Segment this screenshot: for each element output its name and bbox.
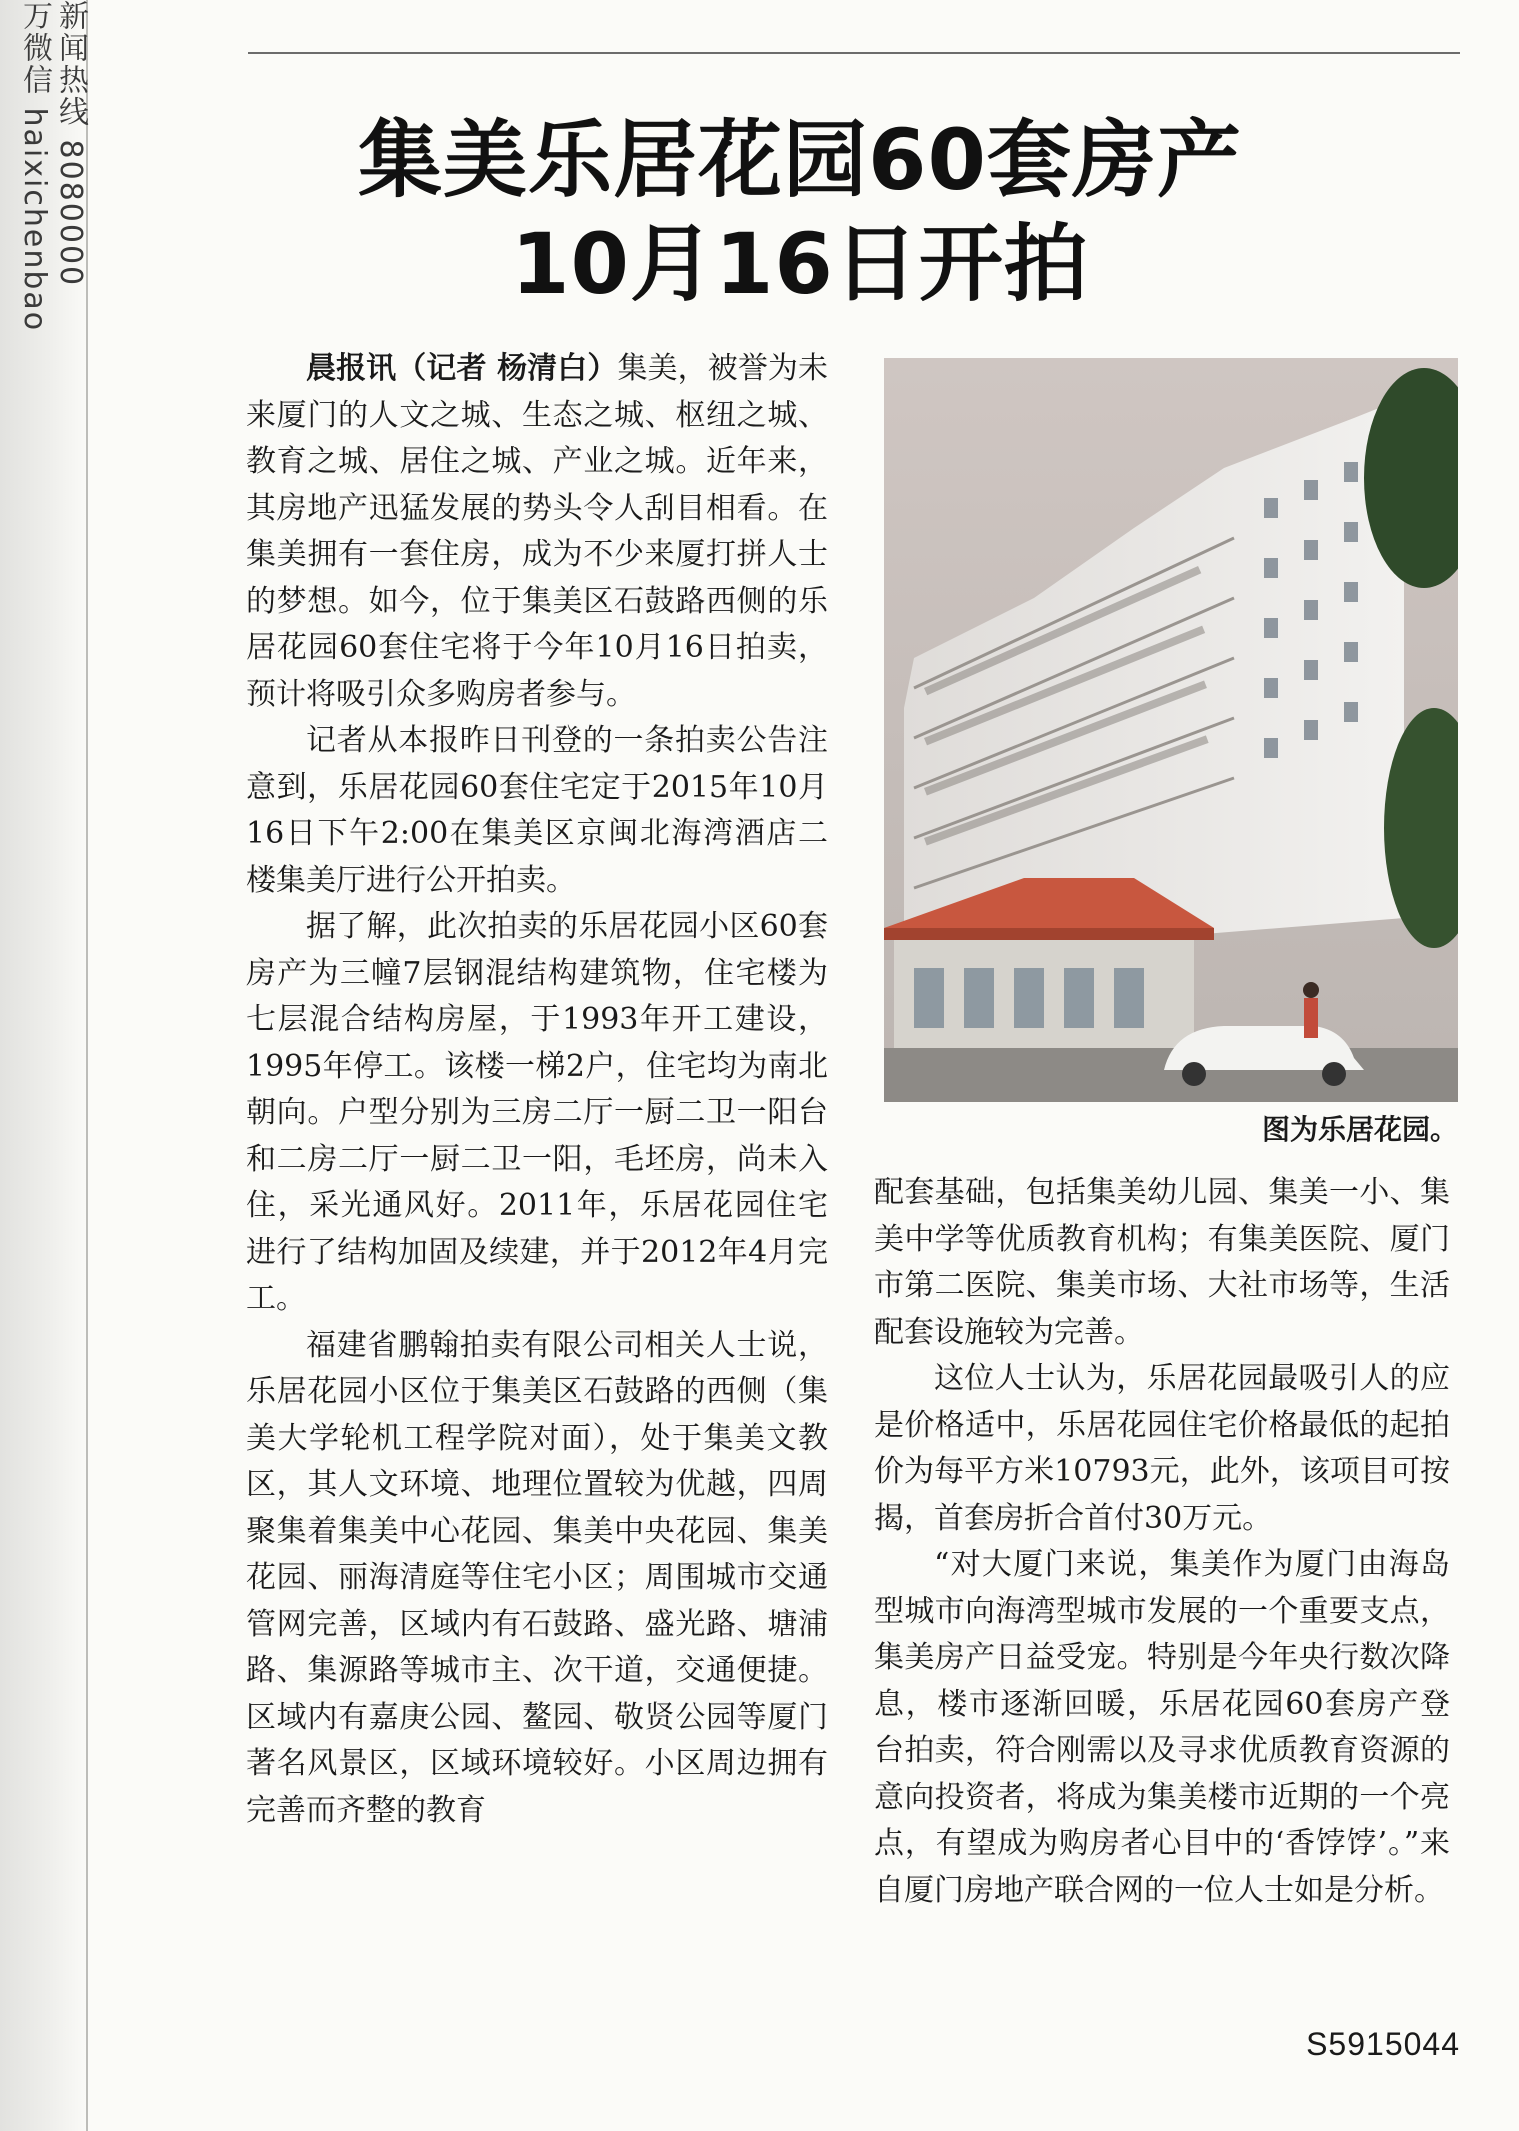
paragraph-6: “对大厦门来说，集美作为厦门由海岛型城市向海湾型城市发展的一个重要支点，集美房产日益受宠。特别是今年央行数次降息，楼市逐渐回暖，乐居花园60套房产登台拍卖，符合刚需以及寻求优质教育资源的意向投资者，将成为集美楼市近期的一个亮点，有望成为购房者心目中的‘香饽饽’。”来自厦门房地产联合网的一位人士如是分析。 [874, 1547, 1450, 1908]
headline [300, 108, 1300, 316]
side-info [16, 0, 88, 332]
paragraph-1-text: 集美，被誉为未来厦门的人文之城、生态之城、枢纽之城、教育之城、居住之城、产业之城。近年来，其房地产迅猛发展的势头令人刮目相看。在集美拥有一套住房，成为不少来厦打拼人士的梦想。如今，位于集美区石鼓路西侧的乐居花园60套住宅将于今年10月16日拍卖，预计将吸引众多购房者参与。 [246, 351, 828, 712]
photo-caption: 图为乐居花园。 [1261, 1113, 1458, 1146]
top-rule [248, 52, 1460, 54]
paragraph-5: 这位人士认为，乐居花园最吸引人的应是价格适中，乐居花园住宅价格最低的起拍价为每平方米10793元，此外，该项目可按揭，首套房折合首付30万元。 [874, 1361, 1450, 1536]
article-code: S5915044 [1306, 2026, 1460, 2062]
building-photo [884, 358, 1458, 1102]
paragraph-4-continued: 配套基础，包括集美幼儿园、集美一小、集美中学等优质教育机构；有集美医院、厦门市第二医院、集美市场、大社市场等，生活配套设施较为完善。 [874, 1175, 1450, 1350]
building-photo-illustration [884, 358, 1458, 1102]
paragraph-3: 据了解，此次拍卖的乐居花园小区60套房产为三幢7层钢混结构建筑物，住宅楼为七层混合结构房屋，于1993年开工建设，1995年停工。该楼一梯2户，住宅均为南北朝向。户型分别为三房二厅一厨二卫一阳台和二房二厅一厨二卫一阳，毛坯房，尚未入住，采光通风好。2011年，乐居花园住宅进行了结构加固及续建，并于2012年4月完工。 [246, 909, 828, 1316]
wechat-text: 万微信 haixichenbao [17, 0, 52, 333]
paragraph-1 [246, 346, 828, 718]
dateline: 晨报讯（记者 杨清白） [306, 351, 618, 386]
article-left-column [246, 346, 828, 1834]
headline-line-2: 10月16日开拍 [511, 215, 1089, 313]
paragraph-4: 福建省鹏翰拍卖有限公司相关人士说，乐居花园小区位于集美区石鼓路的西侧（集美大学轮机工程学院对面），处于集美文教区，其人文环境、地理位置较为优越，四周聚集着集美中心花园、集美中央花园、集美花园、丽海清庭等住宅小区；周围城市交通管网完善，区域内有石鼓路、盛光路、塘浦路、集源路等城市主、次干道，交通便捷。区域内有嘉庚公园、鳌园、敬贤公园等厦门著名风景区，区域环境较好。小区周边拥有完善而齐整的教育 [246, 1327, 828, 1828]
paragraph-2: 记者从本报昨日刊登的一条拍卖公告注意到，乐居花园60套住宅定于2015年10月16日下午2:00在集美区京闽北海湾酒店二楼集美厅进行公开拍卖。 [246, 723, 828, 898]
hotline-text: 新闻热线 8080000 [53, 0, 88, 288]
headline-line-1: 集美乐居花园60套房产 [358, 111, 1242, 209]
article-right-column [874, 1170, 1450, 1914]
